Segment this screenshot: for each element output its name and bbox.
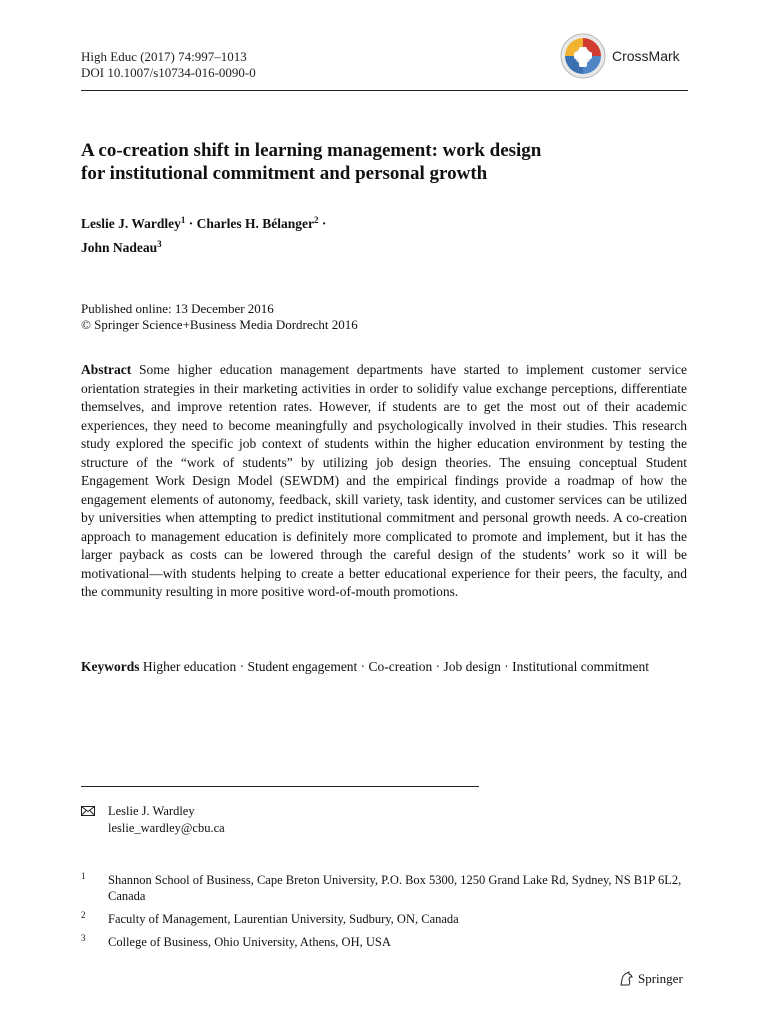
abstract <box>81 361 687 602</box>
crossmark-label: CrossMark <box>612 48 680 64</box>
author-separator: · <box>321 216 327 231</box>
affiliation-1 <box>81 872 691 904</box>
affiliation-number: 1 <box>81 871 86 881</box>
author-separator: · <box>188 216 194 231</box>
affiliation-text: College of Business, Ohio University, Athens, OH, USA <box>108 935 391 949</box>
affiliation-2 <box>81 911 691 927</box>
author-name[interactable]: Leslie J. Wardley <box>81 216 181 231</box>
envelope-icon <box>81 806 95 816</box>
keywords-text: Higher education · Student engagement · Co-creation · Job design · Institutional commitment <box>142 659 649 674</box>
corresponding-email[interactable]: leslie_wardley@cbu.ca <box>108 821 225 835</box>
keywords-label: Keywords <box>81 659 140 674</box>
journal-header <box>81 49 256 81</box>
crossmark-icon <box>560 33 606 79</box>
title-line-1: A co-creation shift in learning management: work design <box>81 140 542 161</box>
springer-horse-icon <box>618 971 634 987</box>
header-rule <box>81 90 688 91</box>
publisher-name: Springer <box>638 971 683 986</box>
author-affiliation-mark: 2 <box>314 215 319 225</box>
author-affiliation-mark: 1 <box>180 215 186 225</box>
article-title <box>81 139 701 185</box>
abstract-text: Some higher education management departments have started to implement customer service orientation strategies in their marketing activities in order to solidify value exchange perceptions, differentiate themselves, and improve retention rates. However, if students are to get the most out of their academic experiences, they need to become meaningfully and psychologically involved in their studies. This research study explored the specific job context of students within the higher education environment by testing the structure of the “work of students” by utilizing job design theories. The ensuing conceptual Student Engagement Work Design Model (SEWDM) and the empirical findings provide a roadmap of how the engagement elements of autonomy, feedback, skill variety, task identity, and customer services can be utilized by universities when attempting to predict institutional commitment and personal growth needs. A co-creation approach to management education is definitely more complicated to promote and implement, but it has the larger payback as costs can be lowered through the careful design of the students’ work so it will be motivational—with students helping to create a better educational experience for their peers, the faculty, and the community resulting in more positive word-of-mouth promotions. <box>81 362 687 599</box>
affiliation-number: 3 <box>81 933 86 943</box>
crossmark-badge[interactable] <box>560 33 680 79</box>
author-affiliation-mark: 3 <box>157 239 162 249</box>
doi: DOI 10.1007/s10734-016-0090-0 <box>81 65 256 80</box>
affiliation-text: Shannon School of Business, Cape Breton University, P.O. Box 5300, 1250 Grand Lake Rd, Sydney, NS B1P 6L2, Canada <box>108 873 682 903</box>
author-name[interactable]: Charles H. Bélanger <box>196 216 315 231</box>
author-name[interactable]: John Nadeau <box>81 240 158 255</box>
abstract-label: Abstract <box>81 362 132 377</box>
corresponding-name: Leslie J. Wardley <box>108 804 195 818</box>
copyright-line: © Springer Science+Business Media Dordrecht 2016 <box>81 317 358 332</box>
publication-info <box>81 301 358 333</box>
author-list <box>81 210 681 258</box>
affiliation-text: Faculty of Management, Laurentian University, Sudbury, ON, Canada <box>108 912 459 926</box>
affiliation-3 <box>81 934 691 950</box>
published-date: Published online: 13 December 2016 <box>81 301 274 316</box>
journal-citation: High Educ (2017) 74:997–1013 <box>81 49 247 64</box>
keywords <box>81 657 687 676</box>
publisher-logo <box>618 971 683 987</box>
footnote-rule <box>81 786 479 787</box>
title-line-2: for institutional commitment and personal growth <box>81 163 488 184</box>
affiliation-number: 2 <box>81 910 86 920</box>
corresponding-author <box>81 803 225 837</box>
